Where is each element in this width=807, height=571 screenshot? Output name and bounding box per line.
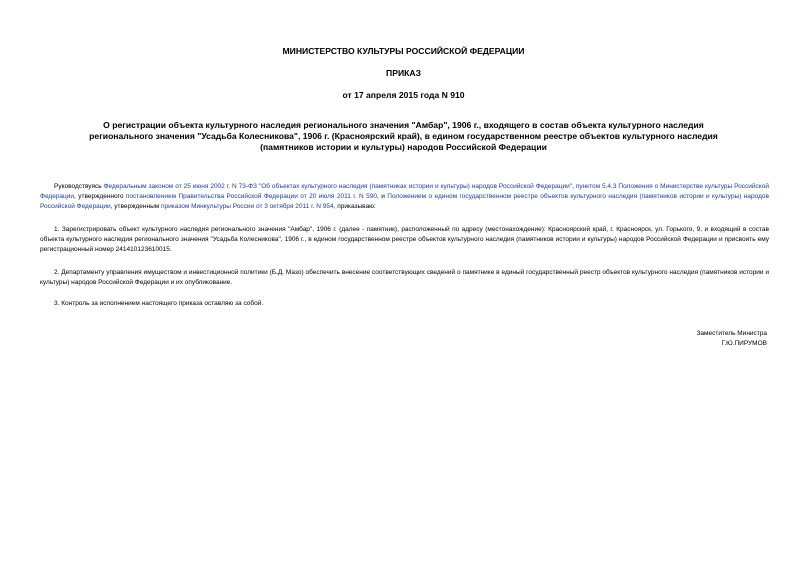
preamble-paragraph: [40, 182, 769, 212]
ministry-heading: МИНИСТЕРСТВО КУЛЬТУРЫ РОССИЙСКОЙ ФЕДЕРАЦИИ: [282, 46, 525, 56]
preamble: [40, 182, 769, 212]
signatory-name: Г.Ю.ПИРУМОВ: [721, 340, 767, 347]
document-type: ПРИКАЗ: [386, 68, 421, 78]
registry-regulation-link[interactable]: Положением о едином государственном реестре объектов культурного наследия (памятников истории и культуры) народов Российской Федерации: [40, 193, 769, 210]
signature-block: [697, 329, 768, 349]
document-title: О регистрации объекта культурного наследия регионального значения "Амбар", 1906 г., входящего в состав объекта культурного наследия регионального значения "Усадьба Колесникова", 1906 г. (Красноярский край), в едином государственном реестре объектов культурного наследия (памятников истории и культуры) народов Российской Федерации: [89, 120, 718, 152]
signatory-position: Заместитель Министра: [696, 330, 767, 337]
preamble-text: , утвержденным: [110, 203, 162, 210]
document-date-number: от 17 апреля 2015 года N 910: [342, 90, 465, 100]
preamble-text: , приказываю:: [333, 203, 376, 210]
federal-law-link[interactable]: Федеральным законом от 25 июня 2002 г. N 73-ФЗ "Об объектах культурного наследия (памятниках истории и культуры) народов Российской Федерации": [103, 183, 573, 190]
item-2-text: 2. Департаменту управления имуществом и инвестиционной политики (Б.Д. Мазо) обеспечить внесение соответствующих сведений о памятнике в единый государственный реестр объектов культурного наследия (памятников истории и культуры) народов Российской Федерации и их опубликование.: [40, 269, 769, 286]
preamble-text: , утвержденного: [74, 193, 126, 200]
preamble-text: ,: [572, 183, 576, 190]
item-1: [40, 225, 769, 255]
item-3-text: 3. Контроль за исполнением настоящего приказа оставляю за собой.: [54, 300, 264, 307]
item-1-text: 1. Зарегистрировать объект культурного наследия регионального значения "Амбар", 1906 г. (далее - памятник), расположенный по адресу (местонахождение): Красноярский край, г. Красноярск, ул. Горького, 9, и входящий в состав объекта культурного наследия регионального значения "Усадьба Колесникова", 1906 г., в едином государственном реестре объектов культурного наследия (памятников истории и культуры) народов Российской Федерации и присвоить ему регистрационный номер 241410123610015.: [40, 226, 769, 253]
ministry-order-link[interactable]: приказом Минкультуры России от 3 октября 2011 г. N 954: [161, 203, 334, 210]
preamble-text: , и: [377, 193, 388, 200]
preamble-text: Руководствуясь: [54, 183, 104, 190]
item-3: [40, 299, 769, 309]
government-resolution-link[interactable]: постановлением Правительства Российской Федерации от 20 июля 2011 г. N 590: [125, 193, 377, 200]
item-2: [40, 268, 769, 288]
ministry-regulation-link[interactable]: пунктом 5.4.3 Положения о Министерстве культуры Российской Федерации: [40, 183, 769, 200]
